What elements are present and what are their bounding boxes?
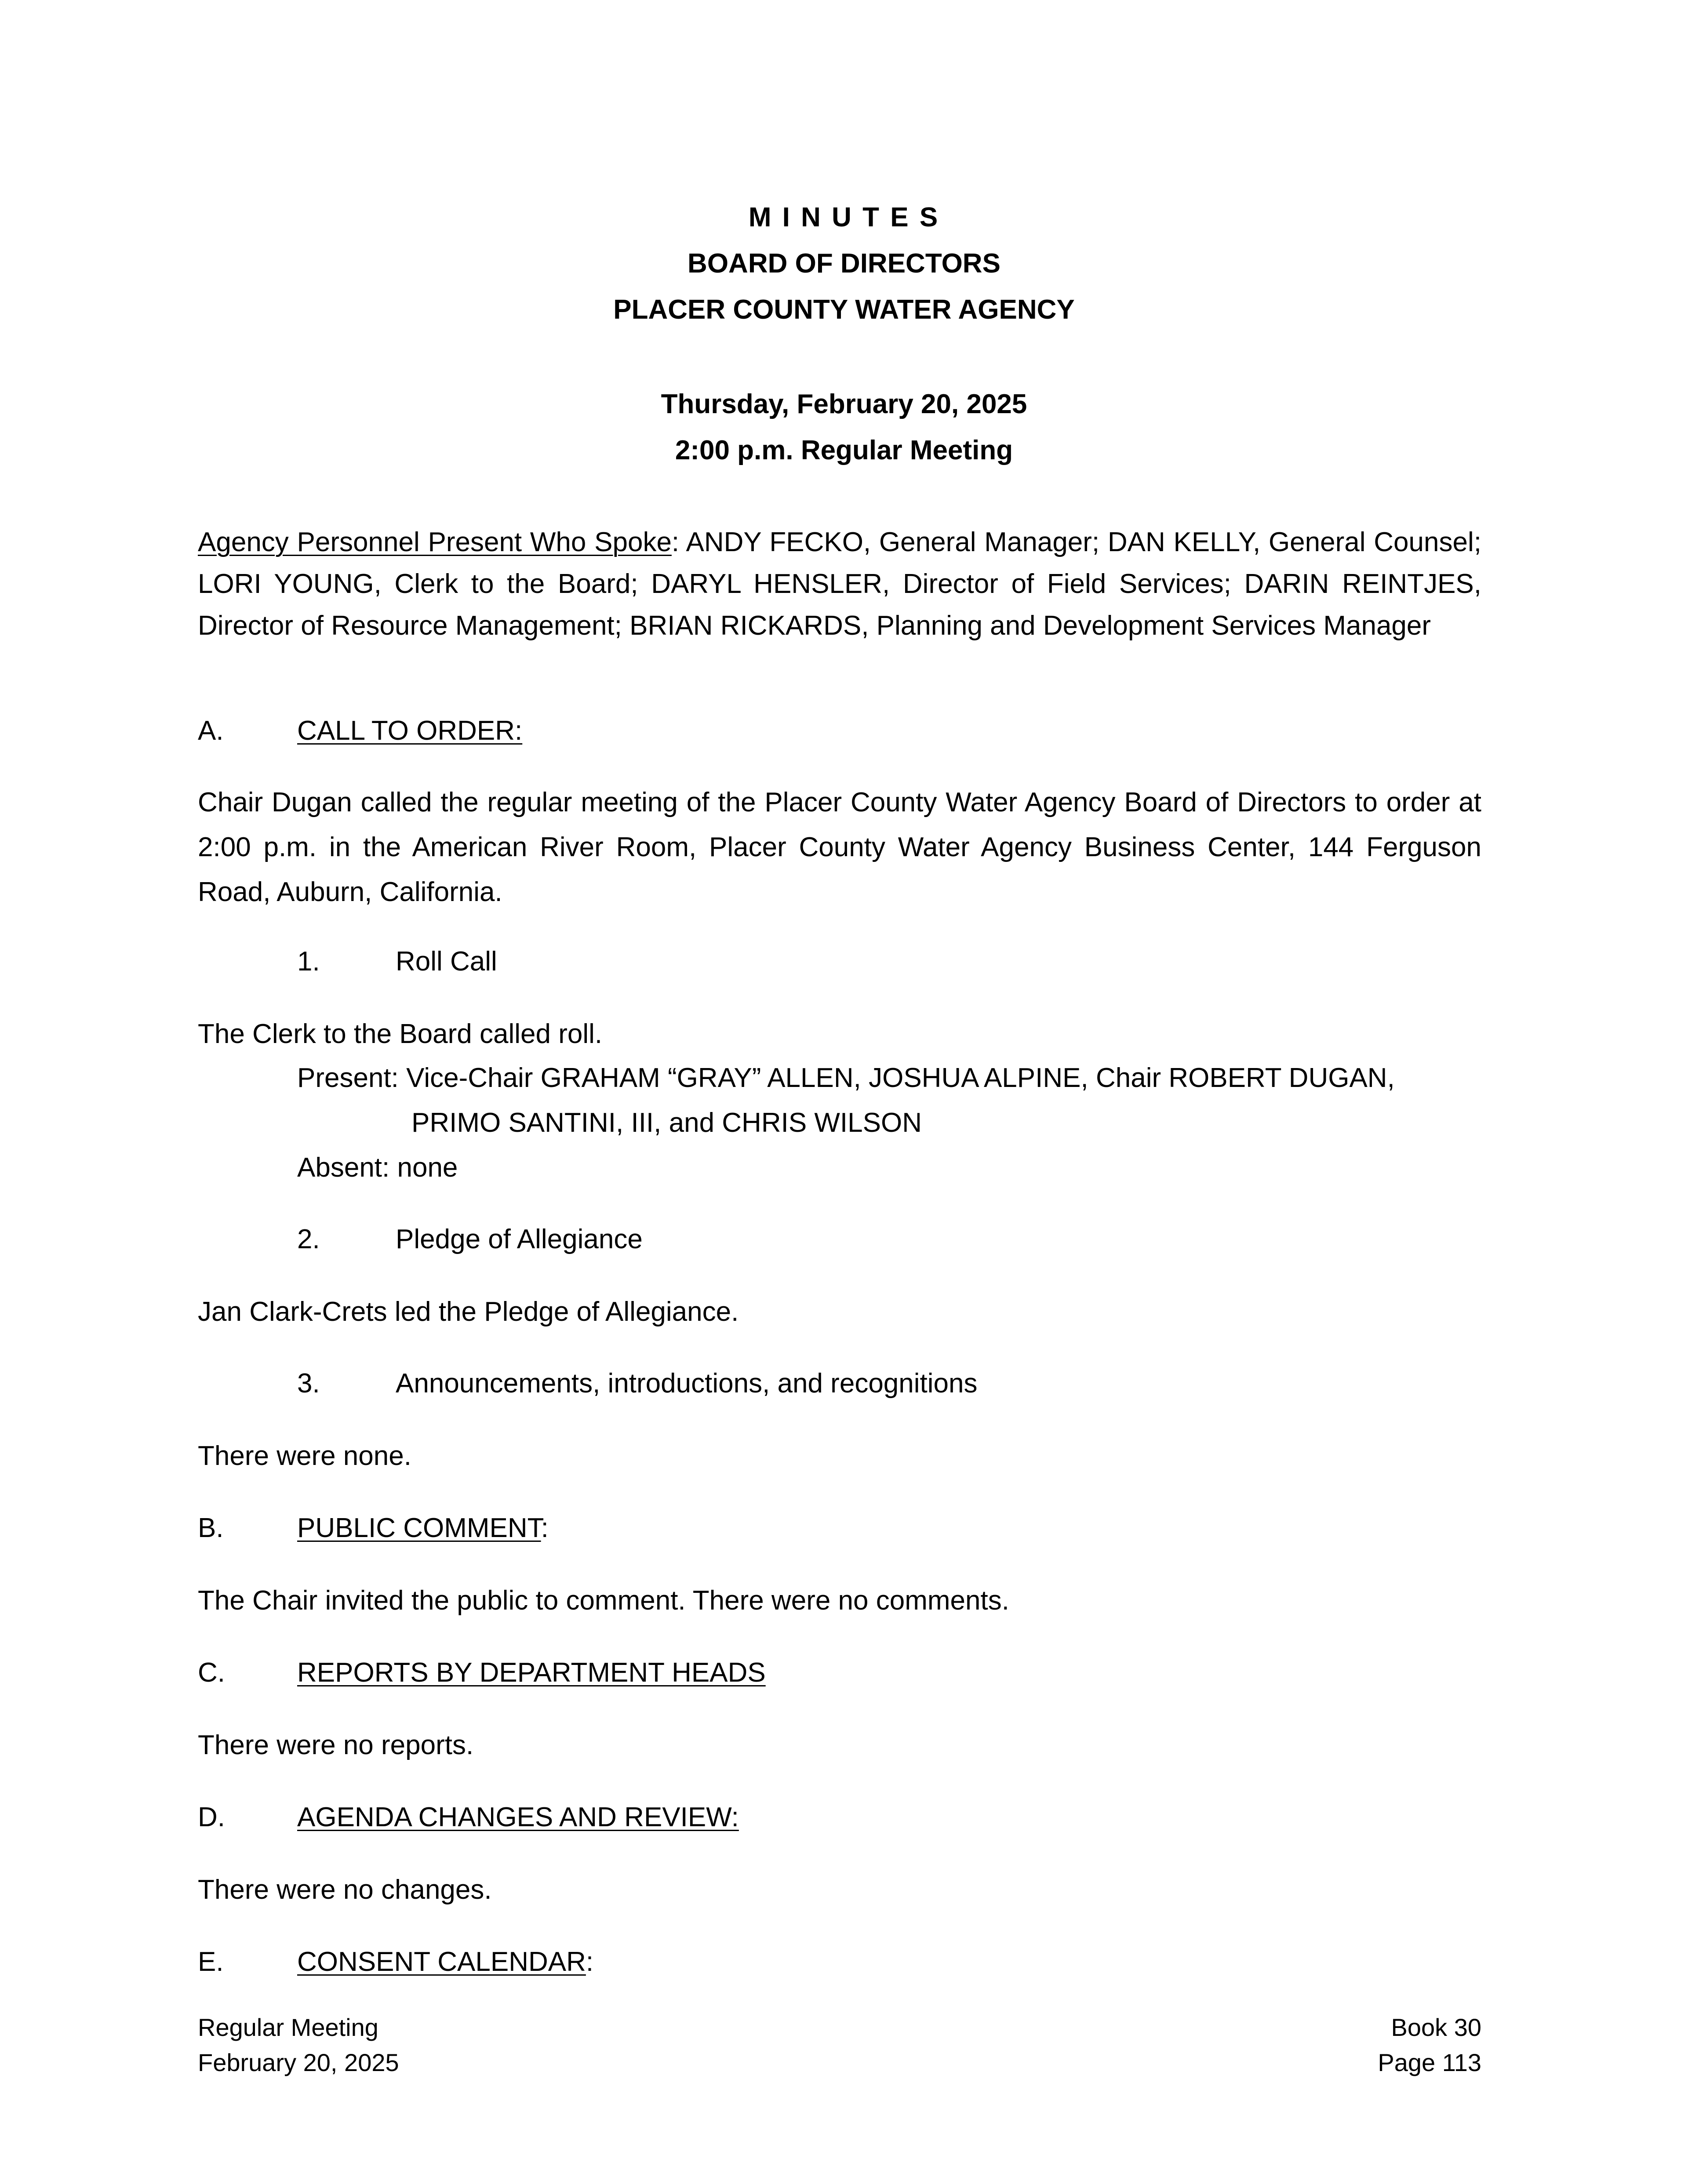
personnel-paragraph [198,521,1481,647]
section-a-letter: A. [198,716,224,746]
personnel-label: Agency Personnel Present Who Spoke [198,527,672,557]
section-b-heading [297,1511,549,1546]
section-b-text: The Chair invited the public to comment. There were no comments. [198,1585,1009,1616]
section-c-text: There were no reports. [198,1730,474,1760]
section-e-letter: E. [198,1947,224,1977]
item1-title: Roll Call [396,946,497,977]
item2-number: 2. [297,1224,320,1254]
section-b-title: PUBLIC COMMENT [297,1513,541,1543]
section-d-letter: D. [198,1802,225,1832]
present-line-1: Present: Vice-Chair GRAHAM “GRAY” ALLEN, JOSHUA ALPINE, Chair ROBERT DUGAN, [297,1063,1395,1093]
footer-date: February 20, 2025 [198,2049,399,2076]
section-d-text: There were no changes. [198,1875,492,1905]
meeting-date: Thursday, February 20, 2025 [661,389,1027,419]
title-minutes: M I N U T E S [748,202,940,233]
pledge-text: Jan Clark-Crets led the Pledge of Allegiance. [198,1297,739,1327]
meeting-time: 2:00 p.m. Regular Meeting [675,435,1013,465]
title-board: BOARD OF DIRECTORS [688,248,1000,279]
section-c-letter: C. [198,1657,225,1688]
section-a-text: Chair Dugan called the regular meeting of the Placer County Water Agency Board of Directors to order at 2:00 p.m. in the American River Room, Placer County Water Agency Business Center, 144 Ferguson Road, Auburn, California. [198,787,1481,907]
present-line-2: PRIMO SANTINI, III, and CHRIS WILSON [411,1108,922,1138]
section-d-title: AGENDA CHANGES AND REVIEW: [297,1802,739,1832]
personnel-text: : ANDY FECKO, General Manager; DAN KELLY, General Counsel; LORI YOUNG, Clerk to the Board; DARYL HENSLER, Director of Field Services; DARIN REINTJES, Director of Resource Management; BRIAN RICKARDS, Planning and Development Services Manager [198,527,1481,641]
section-e-title: CONSENT CALENDAR [297,1947,586,1977]
item3-number: 3. [297,1368,320,1399]
section-c-title: REPORTS BY DEPARTMENT HEADS [297,1657,766,1688]
roll-call-text: The Clerk to the Board called roll. [198,1019,603,1049]
footer-page: Page 113 [1378,2049,1481,2076]
item1-number: 1. [297,946,320,977]
section-e-heading [297,1944,593,1980]
section-b-colon: : [541,1513,549,1543]
footer-book: Book 30 [1391,2013,1481,2041]
absent-line: Absent: none [297,1152,458,1183]
title-agency: PLACER COUNTY WATER AGENCY [613,294,1075,325]
item3-text: There were none. [198,1441,411,1471]
footer-meeting-type: Regular Meeting [198,2013,378,2041]
item2-title: Pledge of Allegiance [396,1224,643,1254]
section-a-title: CALL TO ORDER: [297,716,523,746]
section-e-colon: : [586,1947,594,1977]
section-b-letter: B. [198,1513,224,1543]
item3-title: Announcements, introductions, and recognitions [396,1368,978,1399]
